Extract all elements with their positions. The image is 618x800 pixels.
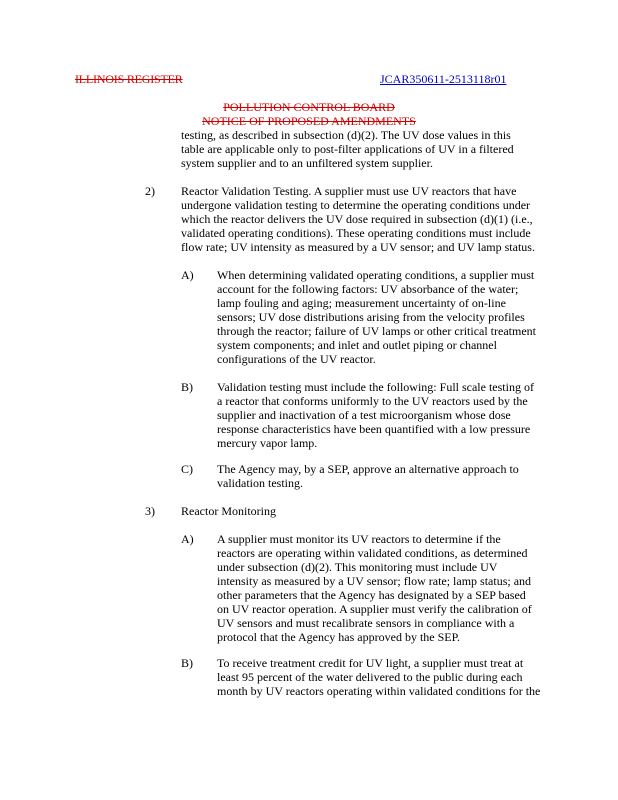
item-3a-text: A supplier must monitor its UV reactors to determine if the reactors are operating within validated conditions, as determined under subsection (d)(2). This monitoring must include UV intensity as measured by a UV sensor; flow rate; lamp status; and other parameters that the Agency has designated by a SEP based on UV reactor operation. A supplier must verify the calibration of UV sensors and must recalibrate sensors in compliance with a protocol that the Agency has approved by the SEP.: [217, 532, 532, 644]
item-3-heading: Reactor Monitoring: [181, 504, 276, 518]
item-2-number: 2): [145, 184, 155, 198]
item-3a-number: A): [181, 532, 194, 546]
item-2-text: Reactor Validation Testing. A supplier must use UV reactors that have undergone validation testing to determine the operating conditions under which the reactor delivers the UV dose required in subsection (d)(1) (i.e., validated operating conditions). These operating conditions must include flow rate; UV intensity as measured by a UV sensor; and UV lamp status.: [181, 184, 535, 254]
register-header: ILLINOIS REGISTER: [75, 72, 183, 86]
item-2b-text: Validation testing must include the following: Full scale testing of a reactor that conforms uniformly to the UV reactors used by the supplier and inactivation of a test microorganism whose dose response characteristics have been quantified with a low pressure mercury vapor lamp.: [217, 380, 534, 450]
item-3b-number: B): [181, 656, 193, 670]
item-2c-number: C): [181, 462, 193, 476]
intro-paragraph: testing, as described in subsection (d)(2). The UV dose values in this table are applicable only to post-filter applications of UV in a filtered system supplier and to an unfiltered system supplier.: [181, 128, 514, 170]
item-3b-text: To receive treatment credit for UV light, a supplier must treat at least 95 percent of the water delivered to the public during each month by UV reactors operating within validated conditions for the: [217, 656, 541, 698]
item-2b-number: B): [181, 380, 193, 394]
notice-title: NOTICE OF PROPOSED AMENDMENTS: [202, 114, 416, 128]
item-3-number: 3): [145, 504, 155, 518]
item-2a-number: A): [181, 268, 194, 282]
item-2c-text: The Agency may, by a SEP, approve an alternative approach to validation testing.: [217, 462, 519, 490]
item-2a-text: When determining validated operating conditions, a supplier must account for the following factors: UV absorbance of the water; lamp fouling and aging; measurement uncertainty of on-line sensors; UV dose distributions arising from the velocity profiles through the reactor; failure of UV lamps or other critical treatment system components; and inlet and outlet piping or channel configurations of the UV reactor.: [217, 268, 536, 366]
board-title: POLLUTION CONTROL BOARD: [223, 100, 395, 114]
jcar-code: JCAR350611-2513118r01: [380, 72, 507, 86]
